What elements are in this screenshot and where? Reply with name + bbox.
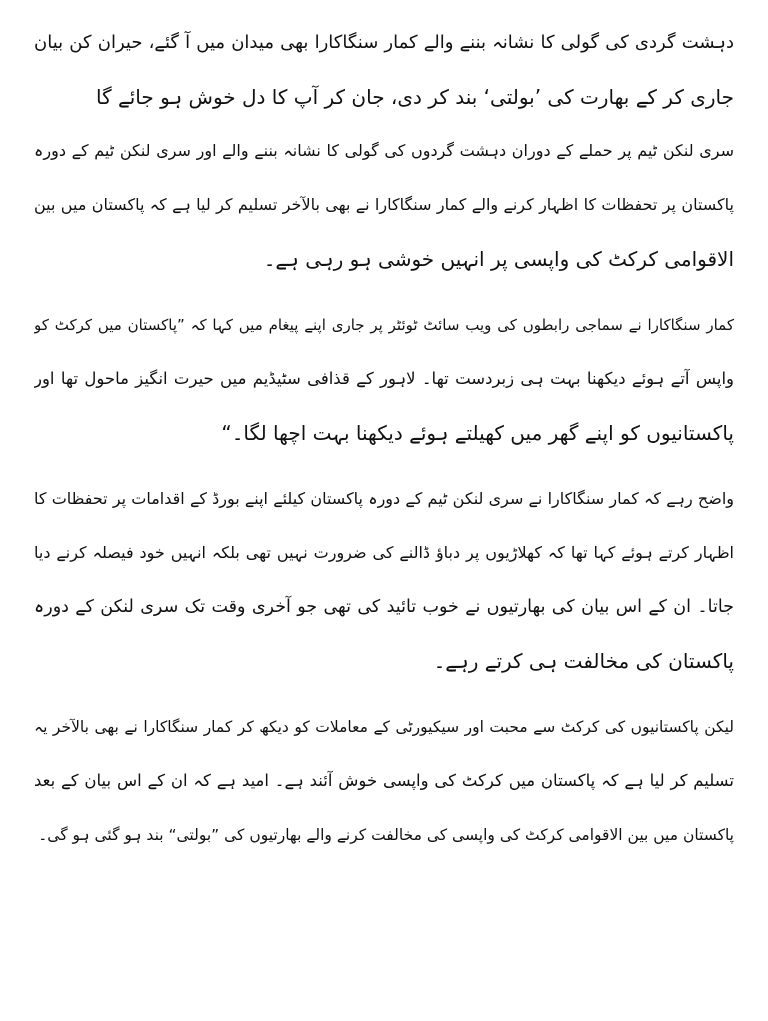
paragraph-2 — [34, 298, 734, 460]
paragraph-line: جاتا۔ ان کے اس بیان کی بھارتیوں نے خوب تائید کی تھی جو آخری وقت تک سری لنکن کے دورہ — [34, 597, 734, 617]
paragraph-gap — [34, 460, 734, 472]
paragraph-line: پاکستان پر تحفظات کا اظہار کرنے والے کمار سنگاکارا نے بھی بالآخر تسلیم کر لیا ہے کہ پاکستان میں بین — [34, 195, 734, 214]
paragraph-line: سری لنکن ٹیم پر حملے کے دوران دہشت گردوں کی گولی کا نشانہ بننے والے اور سری لنکن ٹیم کے دورہ — [34, 141, 734, 160]
paragraph-1 — [34, 124, 734, 286]
paragraph-line: واپس آتے ہوئے دیکھنا بہت ہی زبردست تھا۔ لاہور کے قذافی سٹیڈیم میں حیرت انگیز ماحول تھا اور — [34, 369, 734, 388]
headline-line: دہشت گردی کی گولی کا نشانہ بننے والے کمار سنگاکارا بھی میدان میں آ گئے، حیران کن بیان — [34, 32, 734, 53]
paragraph-4 — [34, 700, 734, 862]
paragraph-line: لیکن پاکستانیوں کی کرکٹ سے محبت اور سیکیورٹی کے معاملات کو دیکھ کر کمار سنگاکارا نے بھی بالآخر یہ — [34, 718, 734, 736]
paragraph-gap — [34, 688, 734, 700]
paragraph-line: پاکستان میں بین الاقوامی کرکٹ کی واپسی کی مخالفت کرنے والے بھارتیوں کی ”بولتی“ بند ہو گئی ہو گی۔ — [38, 826, 734, 844]
paragraph-gap — [34, 286, 734, 298]
paragraph-3 — [34, 472, 734, 688]
paragraph-line: الاقوامی کرکٹ کی واپسی پر انہیں خوشی ہو رہی ہے۔ — [263, 247, 734, 271]
paragraph-line: اظہار کرتے ہوئے کہا تھا کہ کھلاڑیوں پر دباؤ ڈالنے کی ضرورت نہیں تھی بلکہ انہیں خود فیصلہ کرنے دیا — [34, 543, 734, 562]
paragraph-line: تسلیم کر لیا ہے کہ پاکستان میں کرکٹ کی واپسی خوش آئند ہے۔ امید ہے کہ ان کے اس بیان کے بعد — [34, 771, 734, 790]
paragraph-line: واضح رہے کہ کمار سنگاکارا نے سری لنکن ٹیم کے دورہ پاکستان کیلئے اپنے بورڈ کے اقدامات پر تحفظات کا — [34, 489, 734, 508]
headline — [34, 16, 734, 124]
paragraph-line: کمار سنگاکارا نے سماجی رابطوں کی ویب سائٹ ٹوئٹر پر جاری اپنے پیغام میں کہا کہ ”پاکستان میں کرکٹ کو — [34, 316, 734, 334]
paragraph-line: پاکستانیوں کو اپنے گھر میں کھیلتے ہوئے دیکھنا بہت اچھا لگا۔“ — [221, 421, 734, 445]
paragraph-line: پاکستان کی مخالفت ہی کرتے رہے۔ — [433, 649, 734, 673]
headline-line: جاری کر کے بھارت کی ’بولتی‘ بند کر دی، جان کر آپ کا دل خوش ہو جائے گا — [96, 85, 734, 109]
